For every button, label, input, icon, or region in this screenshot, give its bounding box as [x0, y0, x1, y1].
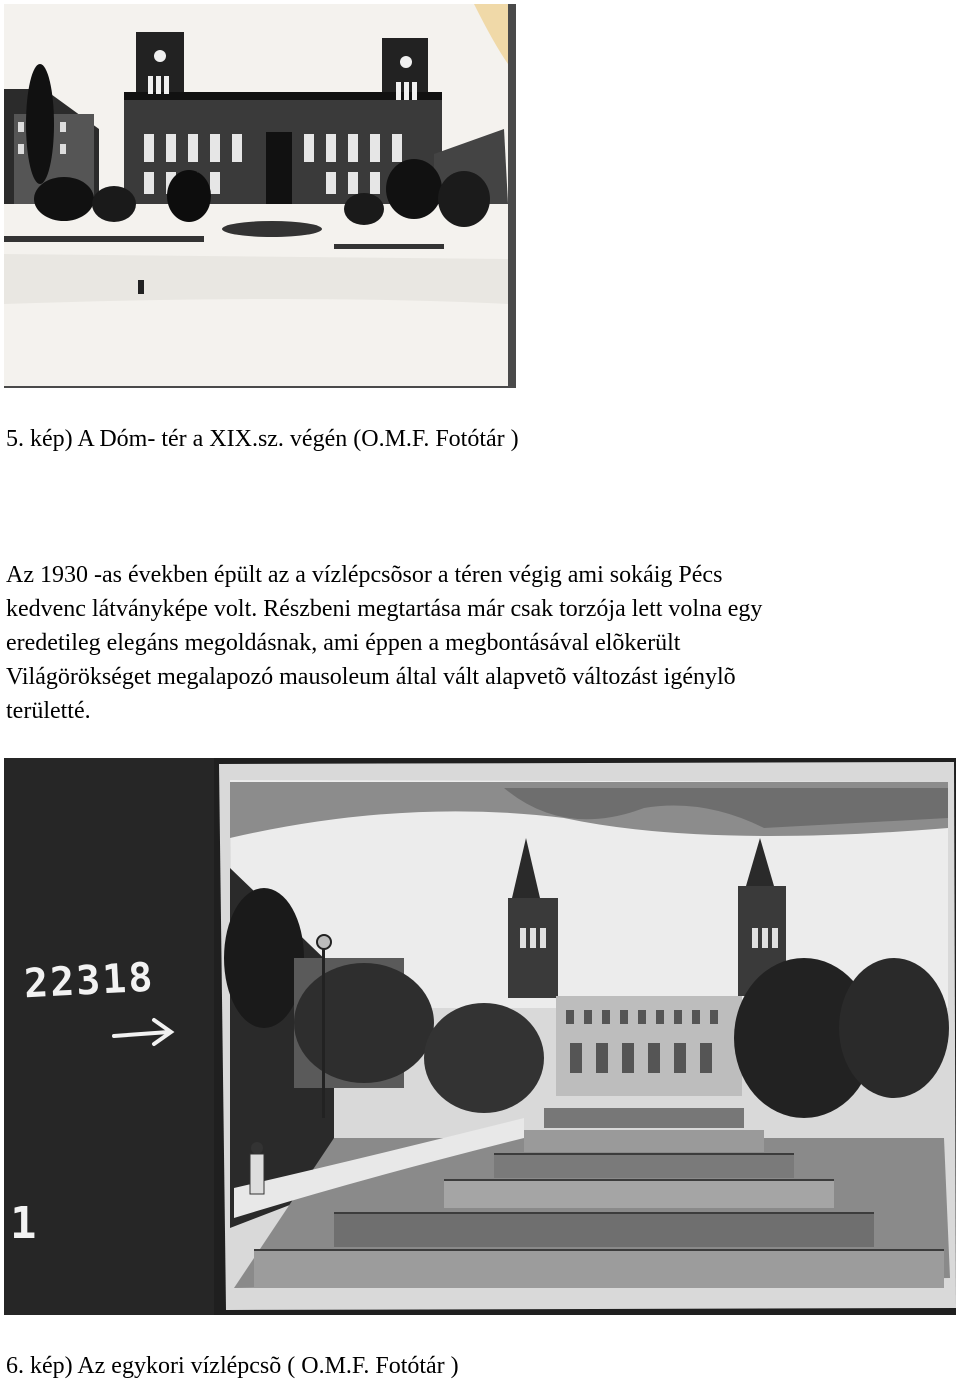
paragraph-line: kedvenc látványképe volt. Részbeni megtartása már csak torzója lett volna egy: [6, 596, 763, 622]
paragraph-line: Az 1930 -as években épült az a vízlépcsõsor a téren végig ami sokáig Pécs: [6, 562, 723, 588]
photo-former-water-cascade: [4, 758, 956, 1315]
paragraph-line: Világörökséget megalapozó mausoleum által vált alapvetõ változást igénylõ: [6, 664, 736, 690]
handwritten-number: 22318: [22, 954, 156, 1008]
photo-2-caption: 6. kép) Az egykori vízlépcsõ ( O.M.F. Fotótár ): [6, 1353, 459, 1379]
paragraph-line: eredetileg elegáns megoldásnak, ami éppen a megbontásával elõkerült: [6, 630, 681, 656]
handwritten-mark: 1: [10, 1198, 37, 1249]
photo-dom-ter-19th-century: [4, 4, 516, 388]
photo-1-caption: 5. kép) A Dóm- tér a XIX.sz. végén (O.M.F. Fotótár ): [6, 426, 519, 452]
paragraph-line: területté.: [6, 698, 91, 724]
body-paragraph: [6, 558, 954, 728]
